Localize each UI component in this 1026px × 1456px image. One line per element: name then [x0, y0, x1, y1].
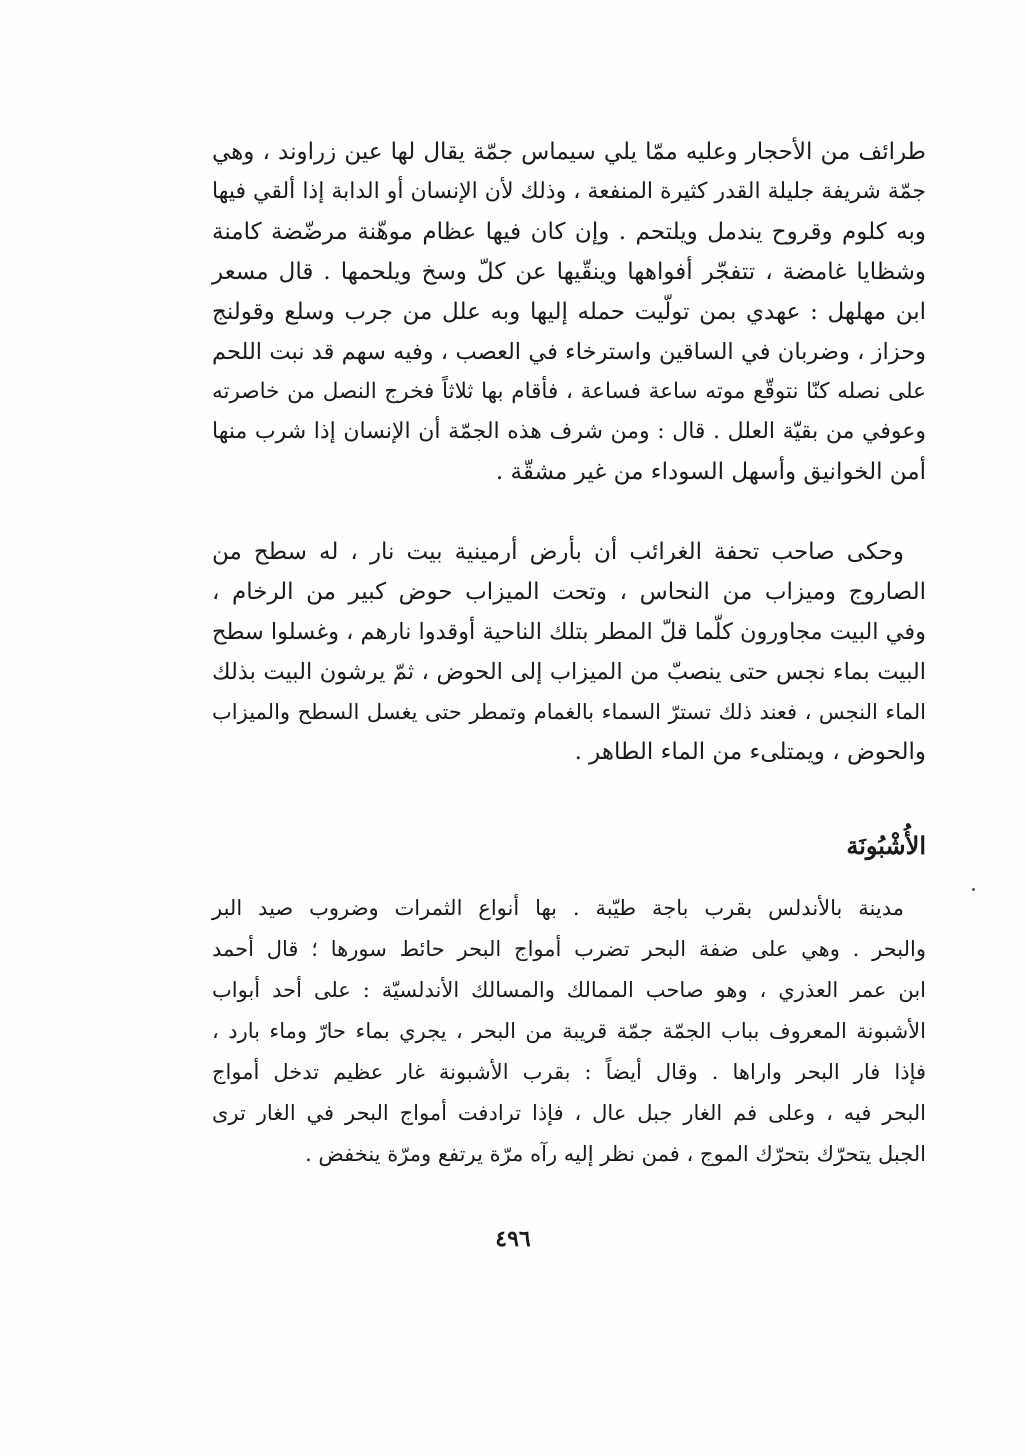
- text-line: وفي البيت مجاورون كلّما قلّ المطر بتلك الناحية أوقدوا نارهم ، وغسلوا سطح: [211, 619, 926, 645]
- text-line: على نصله كنّا نتوقّع موته ساعة فساعة ، فأقام بها ثلاثاً فخرج النصل من خاصرته: [212, 379, 926, 404]
- text-line: الجبل يتحرّك بتحرّك الموج ، فمن نظر إليه رآه مرّة يرتفع ومرّة ينخفض .: [305, 1142, 926, 1166]
- text-line: وشظايا غامضة ، تتفجّر أفواهها وينقّيها عن كلّ وسخ ويلحمها . قال مسعر: [212, 259, 926, 285]
- text-line: جمّة شريفة جليلة القدر كثيرة المنفعة ، وذلك لأن الإنسان أو الدابة إذا ألقي فيها: [212, 179, 926, 204]
- text-line: والحوض ، ويمتلىء من الماء الطاهر .: [574, 739, 926, 765]
- text-line: الأشبونة المعروف بباب الجمّة جمّة قريبة من البحر ، يجري بماء حارّ وماء بارد ،: [212, 1019, 926, 1043]
- text-line: وحزاز ، وضربان في الساقين واسترخاء في العصب ، وفيه سهم قد نبت اللحم: [212, 339, 926, 365]
- text-line: وعوفي من بقيّة العلل . قال : ومن شرف هذه الجمّة أن الإنسان إذا شرب منها: [212, 419, 926, 444]
- text-line: ابن مهلهل : عهدي بمن تولّيت حمله إليها وبه علل من جرب وسلع وقولنج: [212, 299, 926, 325]
- text-line: الماء النجس ، فعند ذلك تسترّ السماء بالغمام وتمطر حتى يغسل السطح والميزاب: [212, 700, 926, 724]
- text-line: فإذا فار البحر واراها . وقال أيضاً : بقرب الأشبونة غار عظيم تدخل أمواج: [212, 1060, 926, 1084]
- text-line: الصاروج وميزاب من النحاس ، وتحت الميزاب حوض كبير من الرخام ،: [212, 579, 926, 605]
- text-line: مدينة بالأندلس بقرب باجة طيّبة . بها أنواع الثمرات وضروب صيد البر: [212, 896, 904, 920]
- entry-heading: الأُشْبُونَة: [846, 831, 926, 860]
- text-line: البحر فيه ، وعلى فم الغار جبل عال ، فإذا ترادفت أمواج البحر في الغار ترى: [212, 1101, 926, 1125]
- text-line: والبحر . وهي على ضفة البحر تضرب أمواج البحر حائط سورها ؛ قال أحمد: [212, 937, 926, 961]
- text-line: وحكى صاحب تحفة الغرائب أن بأرض أرمينية بيت نار ، له سطح من: [212, 539, 904, 565]
- text-line: أمن الخوانيق وأسهل السوداء من غير مشقّة .: [495, 459, 926, 485]
- scan-speck: [972, 888, 975, 891]
- text-line: البيت بماء نجس حتى ينصبّ من الميزاب إلى الحوض ، ثمّ يرشون البيت بذلك: [212, 659, 926, 685]
- paragraph-lisbon: [212, 888, 926, 1175]
- text-line: وبه كلوم وقروح يندمل ويلتحم . وإن كان فيها عظام موهّنة مرضّضة كامنة: [212, 219, 926, 245]
- text-line: ابن عمر العذري ، وهو صاحب الممالك والمسالك الأندلسيّة : على أحد أبواب: [212, 978, 926, 1002]
- page-number: ٤٩٦: [495, 1226, 531, 1252]
- paragraph-fire-house: [212, 532, 926, 772]
- text-line: طرائف من الأحجار وعليه ممّا يلي سيماس جمّة يقال لها عين زراوند ، وهي: [212, 139, 926, 165]
- paragraph-zarawand-spring: [212, 132, 926, 492]
